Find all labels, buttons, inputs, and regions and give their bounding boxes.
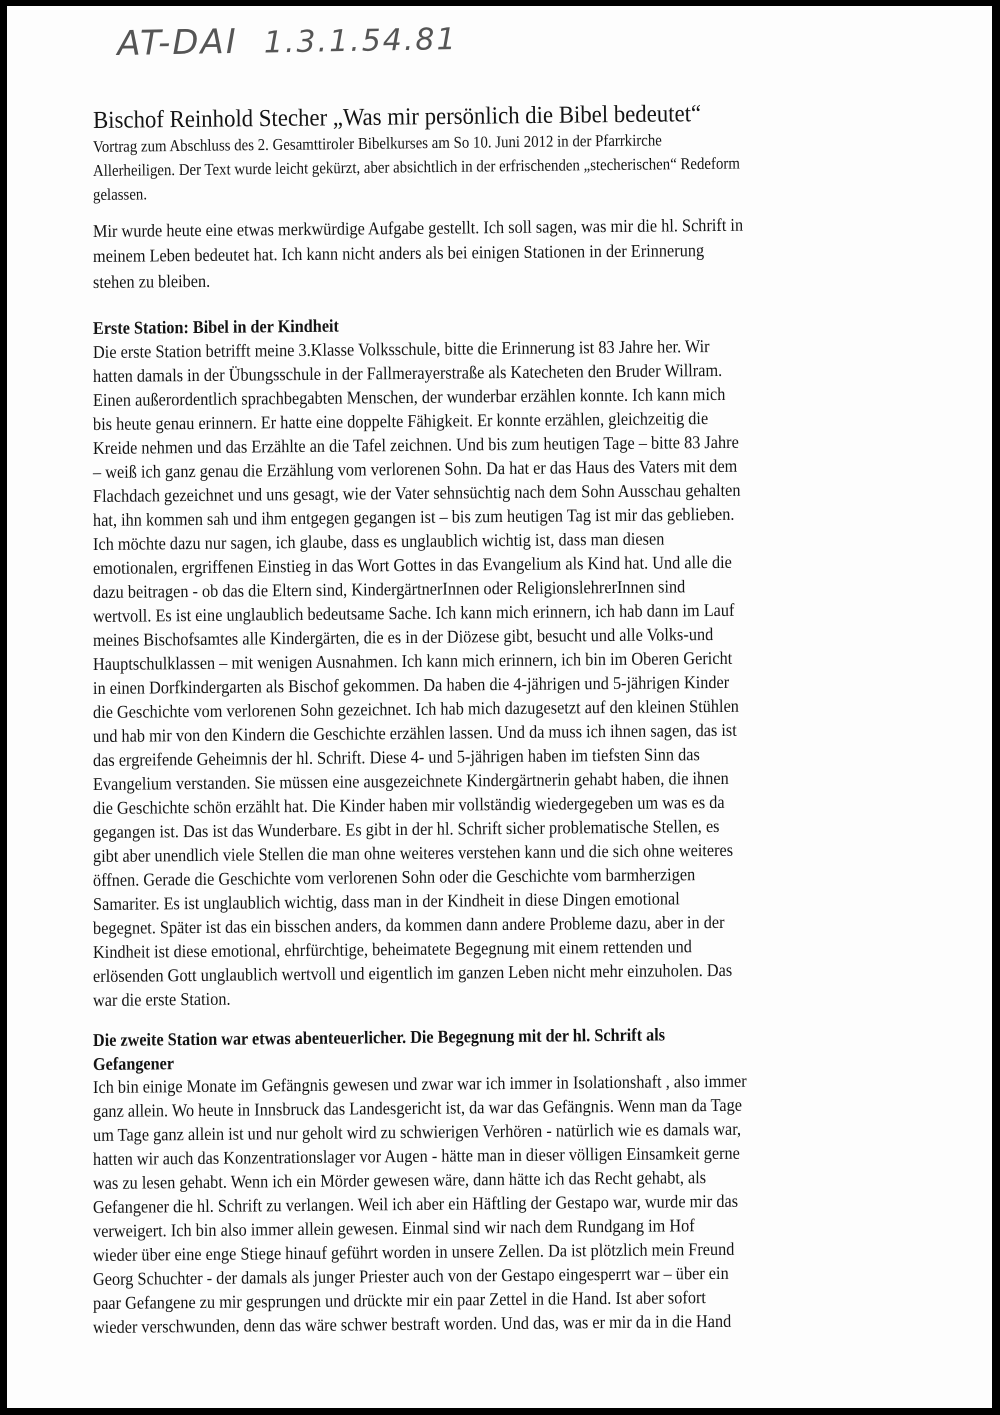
body-line: Kindheit ist diese emotional, ehrfürchtige, beheimatete Begegnung mit einem rettenden und — [92, 936, 692, 962]
section-heading: Die zweite Station war etwas abenteuerlicher. Die Begegnung mit der hl. Schrift als — [92, 1024, 666, 1050]
body-line: um Tage ganz allein ist und nur geholt wird zu schwierigen Verhören - natürlich wie es damals war, — [92, 1118, 742, 1145]
body-line: Samariter. Es ist unglaublich wichtig, dass man in der Kindheit in diese Dingen emotional — [92, 888, 680, 914]
intro-line: stehen zu bleiben. — [92, 270, 211, 292]
body-line: hatten wir auch das Konzentrationslager vor Augen - hätte man in dieser völligen Einsamkeit gerne — [92, 1142, 740, 1169]
body-line: Kreide nehmen und das Erzählte an die Tafel zeichnen. Und bis zum heutigen Tage – bitte 83 Jahre — [92, 431, 739, 458]
body-line: das ergreifende Geheimnis der hl. Schrift. Diese 4- und 5-jährigen haben im tiefsten Sinn das — [92, 744, 700, 770]
body-line: Evangelium verstanden. Sie müssen eine ausgezeichnete Kindergärtnerin gehabt haben, die ihnen — [92, 767, 729, 794]
body-line: die Geschichte schön erzählt hat. Die Kinder haben mir vollständig wiedergegeben um was es da — [92, 791, 725, 818]
body-line: dazu beitragen - ob das die Eltern sind, KindergärtnerInnen oder ReligionslehrerInnen sind — [92, 576, 686, 602]
body-line: meines Bischofsamtes alle Kindergärten, die es in der Diözese gibt, besucht und alle Volks-und — [92, 624, 714, 650]
body-line: Ich bin einige Monate im Gefängnis gewesen und zwar war ich immer in Isolationshaft , also immer — [92, 1070, 747, 1097]
body-line: öffnen. Gerade die Geschichte vom verlorenen Sohn oder die Geschichte vom barmherzigen — [92, 864, 696, 890]
archive-prefix: AT-DAI — [117, 21, 239, 64]
body-line: und hab mir von den Kindern die Geschichte erzählen lassen. Und da muss ich ihnen sagen, das ist — [92, 719, 737, 746]
body-line: begegnet. Später ist das ein bisschen anders, da kommen dann andere Probleme dazu, aber in der — [92, 911, 725, 938]
body-line: die Geschichte vom verlorenen Sohn gezeichnet. Ich hab mich dazugesetzt auf den kleinen Stühlen — [92, 695, 739, 722]
body-line: verweigert. Ich bin also immer allein gewesen. Einmal sind wir nach dem Rundgang im Hof — [92, 1215, 695, 1241]
body-line: Ich möchte dazu nur sagen, ich glaube, dass es unglaublich wichtig ist, dass man diesen — [92, 528, 665, 554]
body-line: – weiß ich ganz genau die Erzählung vom verlorenen Sohn. Da hat er das Haus des Vaters mit dem — [92, 455, 738, 482]
subtitle-line: Allerheiligen. Der Text wurde leicht gekürzt, aber absichtlich in der erfrischenden „stecherischen“ Redeform — [92, 153, 740, 180]
subtitle-line: gelassen. — [92, 184, 148, 204]
scanned-page — [7, 6, 992, 1408]
body-line: Flachdach gezeichnet und uns gesagt, wie der Vater sehnsüchtig nach dem Sohn Ausschau gehalten — [92, 479, 741, 506]
body-line: bis heute genau erinnern. Er hatte eine doppelte Fähigkeit. Er konnte erzählen, gleichzeitig die — [92, 408, 709, 434]
body-line: Hauptschulklassen – mit wenigen Ausnahmen. Ich kann mich erinnern, ich bin im Oberen Gericht — [92, 647, 733, 674]
body-line: paar Gefangene zu mir gesprungen und drückte mir ein paar Zettel in die Hand. Ist aber sofort — [92, 1287, 706, 1313]
intro-line: meinem Leben bedeutet hat. Ich kann nicht anders als bei einigen Stationen in der Erinnerung — [92, 240, 705, 266]
body-line: hatten damals in der Übungsschule in der Fallmerayerstraße als Katecheten den Bruder Willram. — [92, 359, 723, 386]
body-line: wieder über eine enge Stiege hinauf geführt worden in unsere Zellen. Da ist plötzlich mein Freund — [92, 1238, 735, 1265]
body-line: gibt aber unendlich viele Stellen die man ohne weiteres verstehen kann und die sich ohne weiteres — [92, 839, 734, 866]
body-line: Georg Schuchter - der damals als junger Priester auch von der Gestapo eingesperrt war – über ein — [92, 1262, 729, 1289]
intro-line: Mir wurde heute eine etwas merkwürdige Aufgabe gestellt. Ich soll sagen, was mir die hl. Schrift in — [92, 214, 744, 241]
body-line: ganz allein. Wo heute in Innsbruck das Landesgericht ist, da war das Gefängnis. Wenn man da Tage — [92, 1094, 743, 1121]
body-line: gegangen ist. Das ist das Wunderbare. Es gibt in der hl. Schrift sicher problematische Stellen, es — [92, 815, 720, 842]
body-line: wieder verschwunden, denn das wäre schwer bestraft worden. Und das, was er mir da in die Hand — [92, 1310, 732, 1337]
body-line: war die erste Station. — [92, 988, 231, 1010]
body-line: Einen außerordentlich sprachbegabten Menschen, der wunderbar erzählen konnte. Ich kann mich — [92, 383, 726, 410]
body-line: wertvoll. Es ist eine unglaublich bedeutsame Sache. Ich kann mich erinnern, ich hab dann im Lauf — [92, 599, 735, 626]
body-line: Gefangener die hl. Schrift zu verlangen. Weil ich aber ein Häftling der Gestapo war, wurde mir das — [92, 1190, 739, 1217]
archive-number: 1.3.1.54.81 — [263, 22, 458, 61]
document-title: Bischof Reinhold Stecher „Was mir persönlich die Bibel bedeutet“ — [92, 100, 702, 134]
body-line: in einen Dorfkindergarten als Bischof gekommen. Da haben die 4-jährigen und 5-jährigen Kinder — [92, 671, 730, 698]
body-line: hat, ihn kommen sah und ihm entgegen gegangen ist – bis zum heutigen Tag ist mir das geblieben. — [92, 503, 735, 530]
body-line: Die erste Station betrifft meine 3.Klasse Volksschule, bitte die Erinnerung ist 83 Jahre her. Wir — [92, 336, 710, 362]
section-heading: Gefangener — [92, 1053, 175, 1074]
subtitle-line: Vortrag zum Abschluss des 2. Gesamttiroler Bibelkurses am So 10. Juni 2012 in der Pfarrkirche — [92, 130, 662, 156]
body-line: emotionalen, ergriffenen Einstieg in das Wort Gottes in das Evangelium als Kind hat. Und alle die — [92, 551, 732, 578]
body-line: was zu lesen gehabt. Wenn ich ein Mörder gewesen wäre, dann hätte ich das Recht gehabt, als — [92, 1167, 707, 1193]
archive-reference — [117, 18, 458, 64]
body-line: erlösenden Gott unglaublich wertvoll und eigentlich im ganzen Leben nicht mehr einzuholen. Das — [92, 959, 733, 986]
section-heading: Erste Station: Bibel in der Kindheit — [92, 315, 339, 338]
